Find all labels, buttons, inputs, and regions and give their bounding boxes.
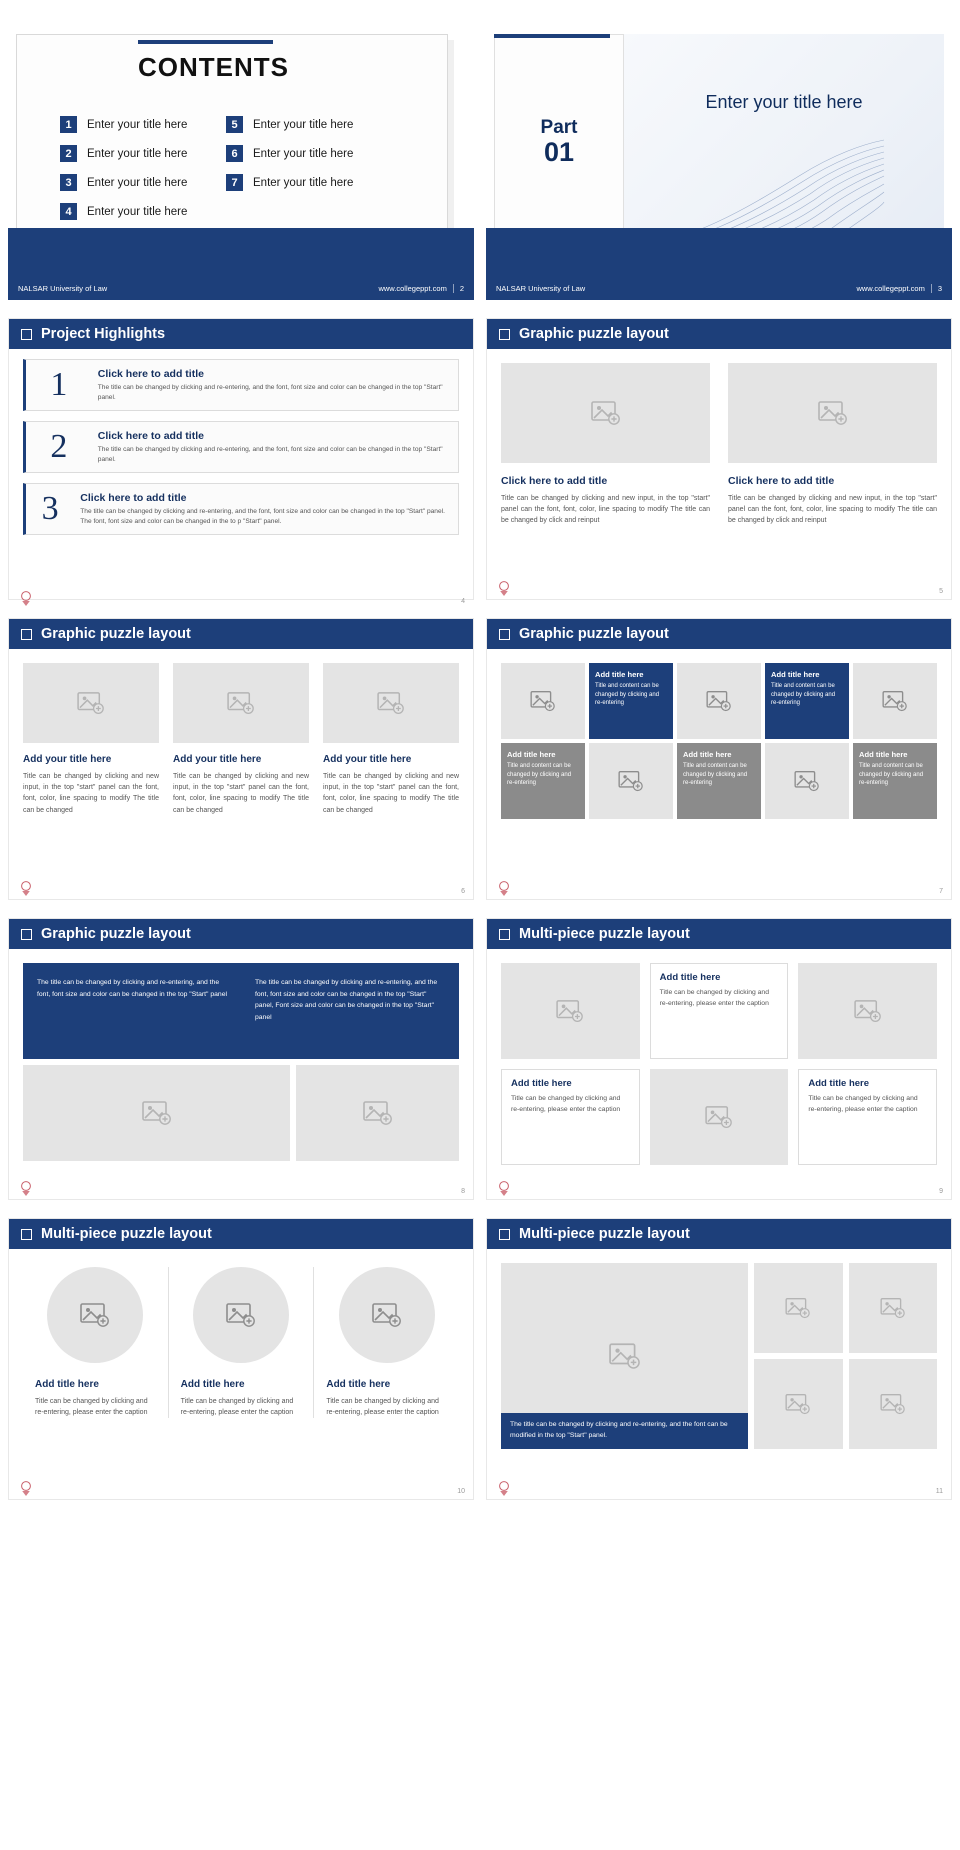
image-icon <box>80 1302 110 1328</box>
footer-university: NALSAR University of Law <box>496 283 586 293</box>
image-placeholder[interactable] <box>23 1065 290 1161</box>
slide-graphic-puzzle-mosaic[interactable] <box>486 618 952 900</box>
image-icon <box>372 1302 402 1328</box>
image-placeholder[interactable] <box>193 1267 289 1363</box>
image-placeholder[interactable] <box>677 663 761 739</box>
image-icon <box>377 691 405 715</box>
column-title: Add your title here <box>23 754 112 765</box>
image-placeholder[interactable] <box>728 363 937 463</box>
column-text: Title can be changed by clicking and re-entering, please enter the caption <box>180 1398 294 1417</box>
text-tile[interactable] <box>765 663 849 739</box>
card-text: Title can be changed by clicking and re-entering, please enter the caption <box>511 1095 621 1113</box>
slide-header <box>9 1219 473 1249</box>
image-placeholder[interactable] <box>501 963 640 1059</box>
footer-website: www.collegeppt.com <box>856 283 925 293</box>
text-tile[interactable] <box>501 743 585 819</box>
highlight-number: 3 <box>41 490 59 528</box>
image-icon <box>880 1297 906 1319</box>
square-bullet-icon <box>21 929 32 940</box>
square-bullet-icon <box>499 329 510 340</box>
column-text: Title can be changed by clicking and new input, in the top "start" panel can the font, font, color, line spacing to modify The title can be changed <box>173 773 309 814</box>
slide-header-title: Graphic puzzle layout <box>41 626 191 642</box>
image-icon <box>706 690 732 712</box>
slide-body <box>487 349 951 601</box>
part-visual <box>624 34 944 252</box>
slide-body <box>9 1249 473 1501</box>
card-title: Add title here <box>511 1078 572 1089</box>
item-number: 3 <box>60 174 77 191</box>
text-tile[interactable] <box>589 663 673 739</box>
card-grid <box>487 949 951 1179</box>
square-bullet-icon <box>21 629 32 640</box>
watermark-badge-icon <box>19 880 33 896</box>
slide-project-highlights[interactable] <box>8 318 474 605</box>
image-icon <box>880 1393 906 1415</box>
item-label: Enter your title here <box>253 147 354 160</box>
slide-header <box>487 919 951 949</box>
column-title: Add your title here <box>173 754 262 765</box>
image-placeholder[interactable] <box>849 1359 938 1449</box>
highlight-number: 2 <box>50 428 68 466</box>
card-title: Add title here <box>808 1078 870 1089</box>
card-text: Title can be changed by clicking and re-entering, please enter the caption <box>808 1095 918 1113</box>
content-column <box>728 363 937 527</box>
column-text: Title can be changed by clicking and re-entering, please enter the caption <box>326 1398 439 1417</box>
page-number: 8 <box>461 1188 465 1195</box>
slide-body <box>9 949 473 1201</box>
tile-title: Add title here <box>507 750 556 759</box>
slide-header-title: Multi-piece puzzle layout <box>519 926 690 942</box>
highlight-row[interactable] <box>23 483 459 535</box>
image-placeholder[interactable] <box>339 1267 435 1363</box>
slide-footer <box>8 276 474 300</box>
watermark-badge-icon <box>497 580 511 596</box>
column-text: Title can be changed by clicking and new input, in the top "start" panel can the font, font, color, line spacing to modify The title can be changed <box>323 773 459 814</box>
slide-body <box>9 359 473 611</box>
card-text: Title can be changed by clicking and re-entering, please enter the caption <box>659 989 769 1007</box>
mosaic-grid <box>487 649 951 833</box>
content-column <box>23 663 159 816</box>
content-column <box>313 1267 459 1418</box>
part-top-rule <box>494 34 610 38</box>
column-title: Add title here <box>180 1379 245 1390</box>
watermark-badge-icon <box>497 1480 511 1496</box>
image-icon <box>556 999 584 1023</box>
page-number: 7 <box>939 888 943 895</box>
page-number: 10 <box>457 1488 465 1495</box>
slide-header-title: Project Highlights <box>41 326 166 342</box>
image-icon <box>142 1100 172 1126</box>
text-card[interactable] <box>798 1069 937 1165</box>
text-card[interactable] <box>501 1069 640 1165</box>
feature-image-block[interactable] <box>501 1263 748 1449</box>
slide-part-divider[interactable] <box>486 18 952 300</box>
feature-caption: The title can be changed by clicking and re-entering, and the font can be modified in the top "Start" panel. <box>501 1413 748 1449</box>
image-icon <box>705 1105 733 1129</box>
item-number: 2 <box>60 145 77 162</box>
text-card[interactable] <box>650 963 789 1059</box>
item-number: 5 <box>226 116 243 133</box>
footer-page-number: 3 <box>931 284 942 293</box>
list-item[interactable] <box>60 203 380 220</box>
image-placeholder[interactable] <box>589 743 673 819</box>
tile-title: Add title here <box>595 670 644 679</box>
image-placeholder[interactable] <box>173 663 309 743</box>
highlight-row[interactable] <box>23 359 459 411</box>
highlight-text: The title can be changed by clicking and re-entering, and the font, font size and color can be changed in the top "Start" panel. <box>97 446 443 463</box>
image-placeholder[interactable] <box>323 663 459 743</box>
card-title: Add title here <box>659 972 721 983</box>
page-number: 5 <box>939 588 943 595</box>
slide-footer <box>486 276 952 300</box>
content-column <box>323 663 459 816</box>
text-tile[interactable] <box>853 743 937 819</box>
tile-text: Title and content can be changed by clicking and re-entering <box>683 763 748 787</box>
image-icon <box>818 400 848 426</box>
highlight-title: Click here to add title <box>97 368 204 380</box>
square-bullet-icon <box>499 1229 510 1240</box>
slide-header <box>487 619 951 649</box>
footer-university: NALSAR University of Law <box>18 283 108 293</box>
page-number: 6 <box>461 888 465 895</box>
image-placeholder[interactable] <box>23 663 159 743</box>
slide-contents[interactable] <box>8 18 474 300</box>
page-number: 4 <box>461 598 465 605</box>
image-placeholder[interactable] <box>765 743 849 819</box>
image-placeholder[interactable] <box>501 663 585 739</box>
image-icon <box>591 400 621 426</box>
text-tile[interactable] <box>677 743 761 819</box>
image-icon <box>363 1100 393 1126</box>
page-number: 9 <box>939 1188 943 1195</box>
content-column <box>501 363 710 527</box>
item-number: 4 <box>60 203 77 220</box>
column-title: Add title here <box>326 1379 391 1390</box>
image-icon <box>227 691 255 715</box>
item-label: Enter your title here <box>253 176 354 189</box>
item-number: 7 <box>226 174 243 191</box>
slide-graphic-puzzle-band[interactable] <box>8 918 474 1200</box>
band-text-left: The title can be changed by clicking and re-entering, and the font, font size and color can be changed in the top "Start" panel <box>37 979 227 998</box>
item-label: Enter your title here <box>87 147 188 160</box>
contents-top-rule <box>138 40 273 44</box>
thumbnail-grid <box>754 1263 937 1449</box>
slide-header-title: Graphic puzzle layout <box>41 926 191 942</box>
image-icon <box>609 1342 641 1370</box>
page-title: CONTENTS <box>138 52 289 82</box>
highlight-title: Click here to add title <box>97 430 204 443</box>
band-text-right: The title can be changed by clicking and re-entering, and the font, font size and color can be changed in the top "Start" panel, Font size and color can be changed in the top "Start" panel <box>255 979 438 1021</box>
slide-header-title: Multi-piece puzzle layout <box>519 1226 690 1242</box>
slide-header-title: Multi-piece puzzle layout <box>41 1226 212 1242</box>
page-number: 11 <box>935 1488 943 1495</box>
highlight-title: Click here to add title <box>80 492 187 505</box>
slide-graphic-puzzle-three[interactable] <box>8 618 474 900</box>
slide-multi-piece-circles[interactable] <box>8 1218 474 1500</box>
watermark-badge-icon <box>497 880 511 896</box>
content-column <box>168 1267 314 1418</box>
column-text: Title can be changed by clicking and new input, in the top "start" panel can the font, font, color, line spacing to modify The title can be changed by click and reinput <box>501 495 710 525</box>
square-bullet-icon <box>499 929 510 940</box>
column-title: Add title here <box>35 1379 99 1390</box>
item-label: Enter your title here <box>87 118 188 131</box>
content-column <box>23 1267 168 1418</box>
slide-body <box>487 949 951 1201</box>
watermark-badge-icon <box>19 1180 33 1196</box>
slide-header <box>487 1219 951 1249</box>
image-placeholder[interactable] <box>754 1359 842 1449</box>
image-icon <box>530 690 556 712</box>
image-icon <box>882 690 908 712</box>
slide-header <box>9 319 473 349</box>
image-icon <box>226 1302 256 1328</box>
image-icon <box>854 999 882 1023</box>
footer-page-number: 2 <box>453 284 464 293</box>
slide-header-title: Graphic puzzle layout <box>519 326 669 342</box>
slide-header <box>487 319 951 349</box>
item-number: 6 <box>226 145 243 162</box>
highlight-text: The title can be changed by clicking and re-entering, and the font, font size and color can be changed in the top "Start" panel. <box>97 384 443 401</box>
text-band[interactable] <box>23 963 459 1059</box>
tile-title: Add title here <box>771 670 820 679</box>
tile-text: Title and content can be changed by clicking and re-entering <box>595 683 660 707</box>
image-icon <box>785 1393 811 1415</box>
item-label: Enter your title here <box>87 176 188 189</box>
column-text: Title can be changed by clicking and new input, in the top "start" panel can the font, font, color, line spacing to modify The title can be changed <box>23 773 159 814</box>
tile-text: Title and content can be changed by clicking and re-entering <box>507 763 572 787</box>
square-bullet-icon <box>21 1229 32 1240</box>
slide-header-title: Graphic puzzle layout <box>519 626 669 642</box>
item-number: 1 <box>60 116 77 133</box>
highlight-row[interactable] <box>23 421 459 473</box>
image-placeholder[interactable] <box>650 1069 789 1165</box>
column-title: Click here to add title <box>501 475 608 487</box>
image-icon <box>618 770 644 792</box>
slide-body <box>9 649 473 901</box>
square-bullet-icon <box>21 329 32 340</box>
image-placeholder[interactable] <box>798 963 937 1059</box>
item-label: Enter your title here <box>87 205 188 218</box>
slide-multi-piece-grid[interactable] <box>486 918 952 1200</box>
image-icon <box>785 1297 811 1319</box>
square-bullet-icon <box>499 629 510 640</box>
footer-website: www.collegeppt.com <box>378 283 447 293</box>
tile-title: Add title here <box>683 750 732 759</box>
item-label: Enter your title here <box>253 118 354 131</box>
image-placeholder[interactable] <box>47 1267 143 1363</box>
column-text: Title can be changed by clicking and new input, in the top "start" panel can the font, font, color, line spacing to modify The title can be changed by click and reinput <box>728 495 937 525</box>
highlight-number: 1 <box>50 366 68 404</box>
content-column <box>173 663 309 816</box>
slide-header <box>9 919 473 949</box>
watermark-badge-icon <box>19 590 33 606</box>
watermark-badge-icon <box>497 1180 511 1196</box>
slide-body <box>487 1249 951 1501</box>
image-placeholder[interactable] <box>853 663 937 739</box>
slide-multi-piece-feature[interactable] <box>486 1218 952 1500</box>
part-label <box>494 118 624 166</box>
image-placeholder[interactable] <box>754 1263 842 1353</box>
slide-graphic-puzzle-two[interactable] <box>486 318 952 600</box>
image-placeholder[interactable] <box>849 1263 938 1353</box>
slide-header <box>9 619 473 649</box>
tile-title: Add title here <box>859 750 908 759</box>
tile-text: Title and content can be changed by clicking and re-entering <box>771 683 836 707</box>
part-word: Part <box>540 117 578 138</box>
column-title: Click here to add title <box>728 475 835 487</box>
part-number: 01 <box>543 136 575 167</box>
highlight-text: The title can be changed by clicking and re-entering, and the font, font size and color can be changed in the top "Start" panel. The font, font size and color can be changed in the to p "Start" panel. <box>80 508 445 525</box>
slide-body <box>487 649 951 901</box>
tile-text: Title and content can be changed by clicking and re-entering <box>859 763 924 787</box>
image-icon <box>77 691 105 715</box>
image-placeholder[interactable] <box>501 363 710 463</box>
image-placeholder[interactable] <box>296 1065 459 1161</box>
image-icon <box>794 770 820 792</box>
column-title: Add your title here <box>323 754 412 765</box>
watermark-badge-icon <box>19 1480 33 1496</box>
column-text: Title can be changed by clicking and re-entering, please enter the caption <box>35 1398 148 1417</box>
part-title: Enter your title here <box>705 92 863 112</box>
